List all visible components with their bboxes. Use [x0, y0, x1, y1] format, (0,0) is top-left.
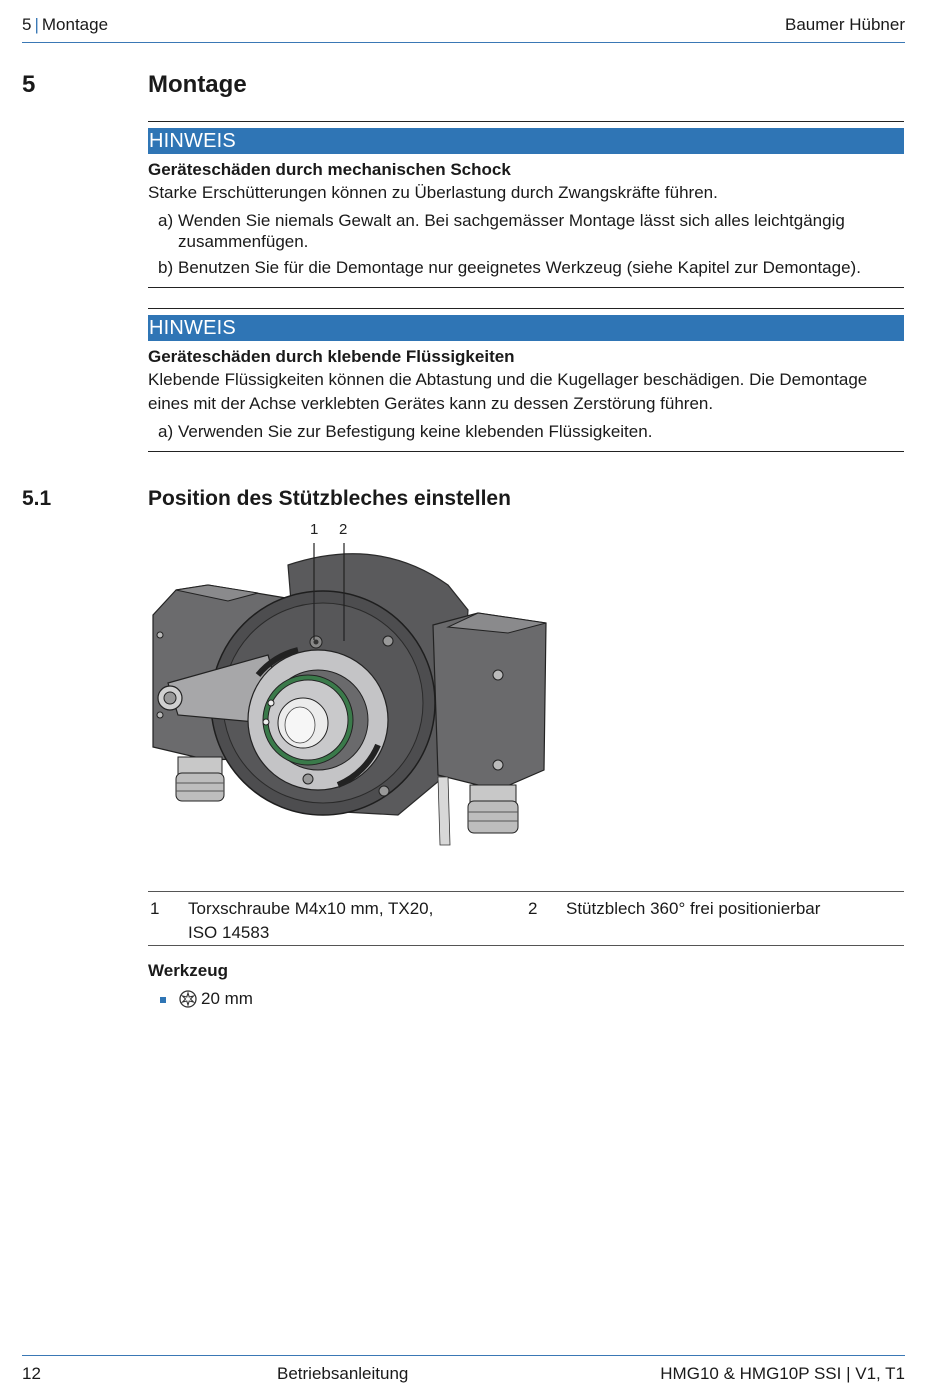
footer-doc-type: Betriebsanleitung — [277, 1364, 409, 1383]
screw-icon — [493, 760, 503, 770]
bullet-icon — [160, 997, 166, 1003]
notice-step — [148, 257, 904, 278]
legend-number: 2 — [528, 899, 538, 918]
step-label: a) — [158, 211, 174, 230]
legend-text-line: Torxschraube M4x10 mm, TX20, — [188, 899, 434, 918]
callout-label-1: 1 — [310, 521, 319, 538]
chapter-number: 5 — [22, 71, 36, 98]
notice-label: HINWEIS — [148, 128, 904, 154]
tool-list-item — [160, 989, 253, 1009]
header-chapter-number: 5 — [22, 15, 32, 34]
footer-product: HMG10 & HMG10P SSI | V1, T1 — [660, 1364, 905, 1383]
step-text: Verwenden Sie zur Befestigung keine klebenden Flüssigkeiten. — [178, 422, 653, 441]
cable-gland-right — [468, 785, 518, 833]
header-separator: | — [34, 15, 39, 34]
notice-adhesive-liquids — [148, 308, 904, 452]
screw-icon — [303, 774, 313, 784]
screw-icon — [493, 670, 503, 680]
legend-description — [188, 897, 433, 945]
hollow-shaft-bore — [285, 707, 315, 743]
encoder-illustration — [148, 515, 558, 860]
tools-heading: Werkzeug — [148, 961, 228, 980]
screw-icon — [263, 719, 269, 725]
screw-icon — [157, 712, 163, 718]
notice-title: Geräteschäden durch klebende Flüssigkeiten — [148, 347, 515, 366]
page-header — [22, 13, 905, 43]
step-text: Wenden Sie niemals Gewalt an. Bei sachgemässer Montage lässt sich alles leichtgängig zusammenfügen. — [178, 211, 845, 251]
step-label: b) — [158, 258, 174, 277]
notice-text: Klebende Flüssigkeiten können die Abtastung und die Kugellager beschädigen. Die Demontage eines mit der Achse verklebten Gerätes kann zu dessen Zerstörung führen. — [148, 370, 868, 413]
section-number: 5.1 — [22, 487, 52, 510]
torx-icon — [179, 990, 197, 1008]
screw-icon — [383, 636, 393, 646]
legend-text-line: ISO 14583 — [188, 923, 270, 942]
screw-icon — [379, 786, 389, 796]
flat-cable — [438, 777, 450, 845]
chapter-title: Montage — [148, 71, 247, 98]
legend-text-line: Stützblech 360° frei positionierbar — [566, 899, 821, 918]
notice-mechanical-shock — [148, 121, 904, 288]
header-chapter-name: Montage — [41, 15, 109, 34]
notice-label: HINWEIS — [148, 315, 904, 341]
torx-screw-socket-icon — [314, 640, 319, 645]
screw-icon — [268, 700, 274, 706]
notice-step — [148, 210, 904, 252]
legend-number: 1 — [150, 899, 160, 918]
housing-right-block — [433, 613, 546, 790]
callout-label-2: 2 — [339, 521, 348, 538]
figure-legend — [148, 891, 904, 946]
header-chapter — [22, 15, 108, 35]
notice-step — [148, 421, 904, 442]
tool-size-text: 20 mm — [201, 989, 253, 1008]
encoder-figure — [148, 515, 558, 860]
step-label: a) — [158, 422, 174, 441]
page-number: 12 — [22, 1364, 41, 1383]
page-footer — [22, 1355, 905, 1383]
section-title: Position des Stützbleches einstellen — [148, 487, 511, 510]
screw-icon — [157, 632, 163, 638]
bolt-head-icon — [164, 692, 176, 704]
step-text: Benutzen Sie für die Demontage nur geeignetes Werkzeug (siehe Kapitel zur Demontage). — [178, 258, 861, 277]
notice-text: Starke Erschütterungen können zu Überlastung durch Zwangskräfte führen. — [148, 183, 718, 202]
cable-gland-left — [176, 757, 224, 801]
header-company: Baumer Hübner — [784, 15, 905, 34]
notice-title: Geräteschäden durch mechanischen Schock — [148, 160, 511, 179]
legend-description — [566, 897, 820, 921]
